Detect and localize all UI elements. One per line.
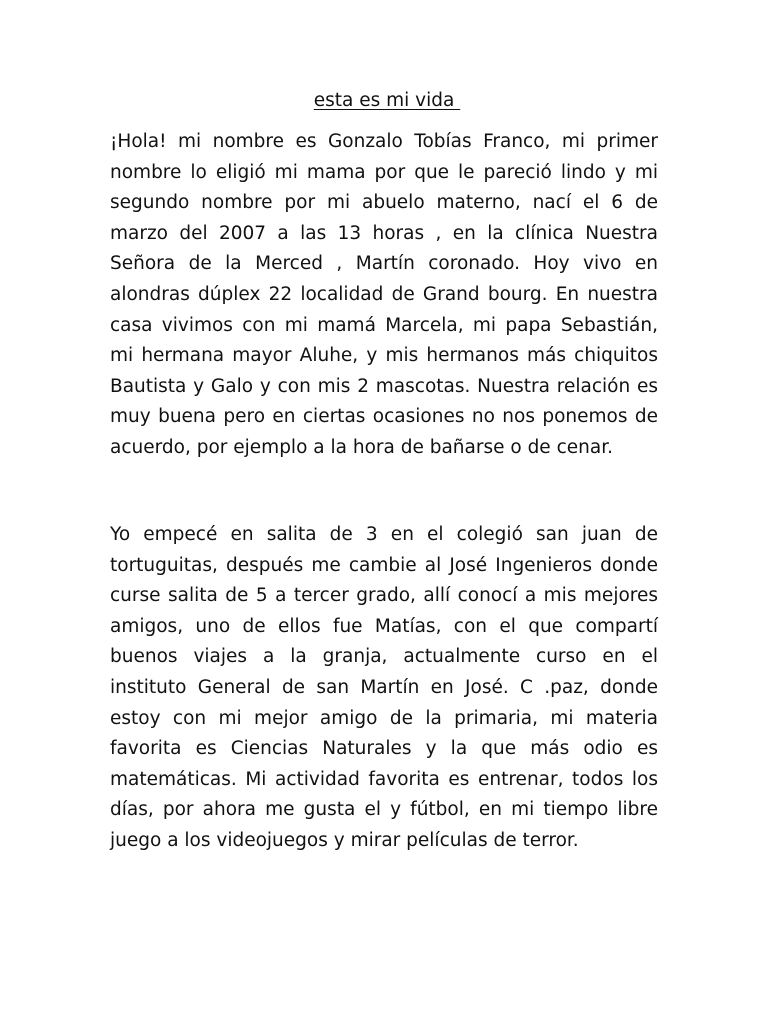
paragraph-intro: ¡Hola! mi nombre es Gonzalo Tobías Franco, mi primer nombre lo eligió mi mama por que le pareció lindo y mi segundo nombre por mi abuelo materno, nací el 6 de marzo del 2007 a las 13 horas , en la clínica Nuestra Señora de la Merced , Martín coronado. Hoy vivo en alondras dúplex 22 localidad de Grand bourg. En nuestra casa vivimos con mi mamá Marcela, mi papa Sebastián, mi hermana mayor Aluhe, y mis hermanos más chiquitos Bautista y Galo y con mis 2 mascotas. Nuestra relación es muy buena pero en ciertas ocasiones no nos ponemos de acuerdo, por ejemplo a la hora de bañarse o de cenar. (110, 131, 658, 458)
document-title: esta es mi vida (313, 90, 461, 111)
paragraph-school: Yo empecé en salita de 3 en el colegió san juan de tortuguitas, después me cambie al José Ingenieros donde curse salita de 5 a tercer grado, allí conocí a mis mejores amigos, uno de ellos fue Matías, con el que compartí buenos viajes a la granja, actualmente curso en el instituto General de san Martín en José. C .paz, donde estoy con mi mejor amigo de la primaria, mi materia favorita es Ciencias Naturales y la que más odio es matemáticas. Mi actividad favorita es entrenar, todos los días, por ahora me gusta el y fútbol, en mi tiempo libre juego a los videojuegos y mirar películas de terror. (110, 524, 658, 851)
